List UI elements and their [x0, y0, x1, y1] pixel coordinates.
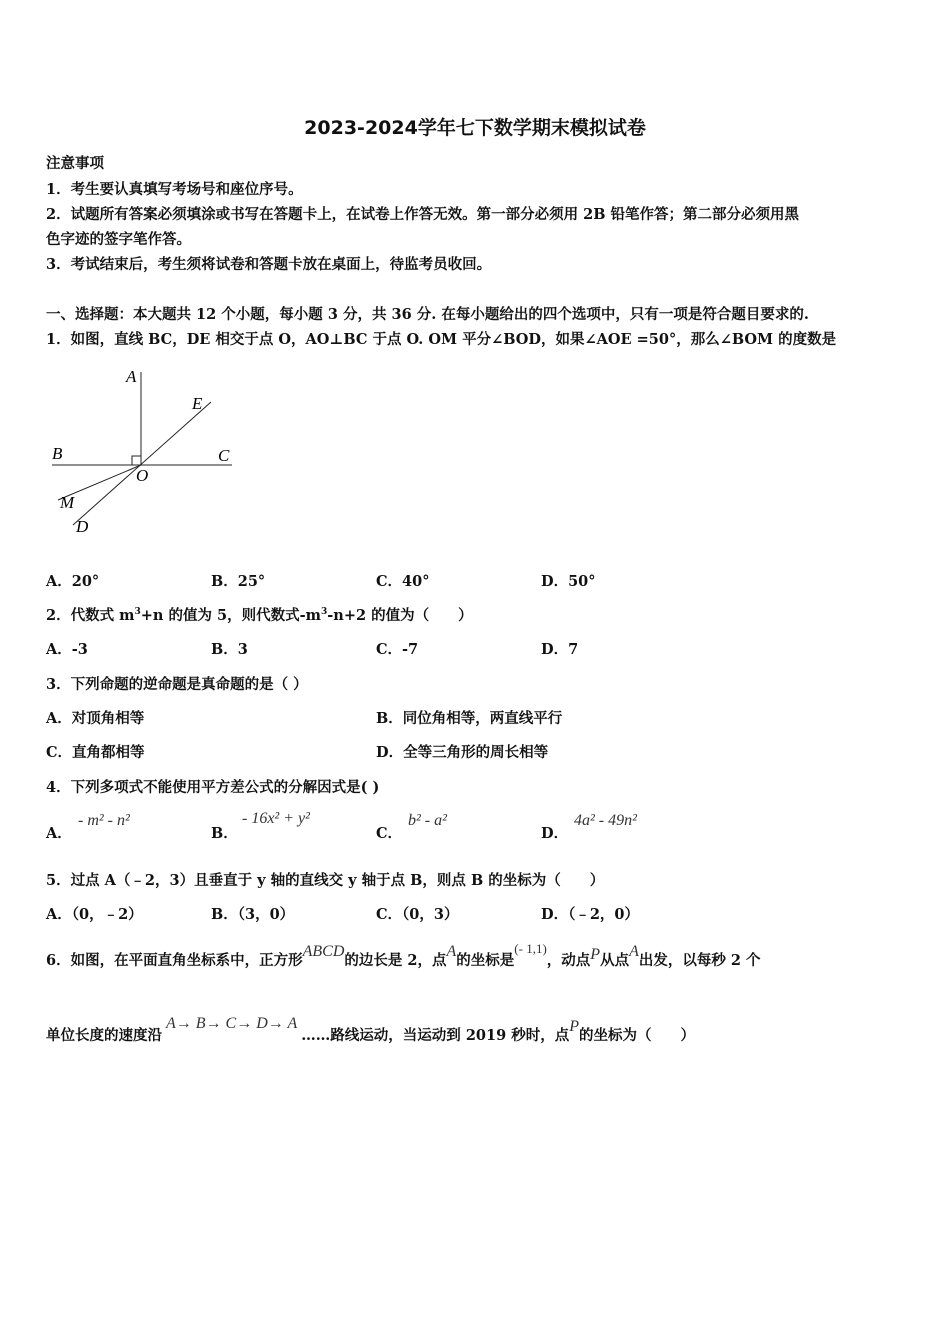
q4-option-d-letter[interactable]: D．: [541, 825, 569, 842]
q4-option-a-expr: - m² - n²: [78, 812, 130, 829]
q4-option-b-expr: - 16x² + y²: [242, 810, 310, 827]
q2-option-a[interactable]: A．-3: [46, 641, 88, 658]
q5-option-b[interactable]: B．（3，0）: [211, 906, 295, 923]
q2-option-c[interactable]: C．-7: [376, 641, 419, 658]
line-de: [73, 402, 211, 525]
label-d: D: [76, 517, 89, 536]
q2-option-b[interactable]: B．3: [211, 641, 248, 658]
q4-option-b-letter[interactable]: B．: [211, 825, 238, 842]
q1-option-b[interactable]: B．25°: [211, 573, 266, 590]
q4-option-c-expr: b² - a²: [408, 812, 447, 829]
q2-option-d[interactable]: D．7: [541, 641, 579, 658]
label-m: M: [60, 493, 75, 512]
q1-option-a[interactable]: A．20°: [46, 573, 100, 590]
q3-option-a[interactable]: A．对顶角相等: [46, 710, 145, 727]
label-e: E: [192, 394, 203, 413]
notice-item-2: 2．试题所有答案必须填涂或书写在答题卡上，在试卷上作答无效。第一部分必须用 2B 铅笔作答；第二部分必须用黑: [46, 206, 800, 223]
q4-option-c-letter[interactable]: C．: [376, 825, 403, 842]
page-title: 2023-2024学年七下数学期末模拟试卷: [304, 117, 646, 139]
q6-line-2: 单位长度的速度沿A→ B→ C→ D→ A……路线运动，当运动到 2019 秒时，点P的坐标为（ ）: [46, 1015, 695, 1044]
label-a: A: [126, 367, 137, 386]
notice-heading: 注意事项: [46, 155, 104, 172]
q3-stem: 3．下列命题的逆命题是真命题的是（ ）: [46, 676, 308, 693]
q3-option-c[interactable]: C．直角都相等: [46, 744, 145, 761]
q1-stem: 1．如图，直线 BC，DE 相交于点 O，AO⊥BC 于点 O. OM 平分∠BOD，如果∠AOE =50°，那么∠BOM 的度数是: [46, 331, 837, 348]
label-c: C: [218, 446, 230, 465]
q4-option-a-letter[interactable]: A．: [46, 825, 72, 842]
q3-option-d[interactable]: D．全等三角形的周长相等: [376, 744, 549, 761]
q5-option-c[interactable]: C．（0，3）: [376, 906, 459, 923]
q1-figure: [40, 360, 250, 540]
notice-item-3: 3．考试结束后，考生须将试卷和答题卡放在桌面上，待监考员收回。: [46, 256, 492, 273]
section-heading: 一、选择题：本大题共 12 个小题，每小题 3 分，共 36 分. 在每小题给出的四个选项中，只有一项是符合题目要求的.: [46, 306, 809, 323]
notice-item-2-cont: 色字迹的签字笔作答。: [46, 231, 191, 248]
q5-option-d[interactable]: D．（﹣2，0）: [541, 906, 640, 923]
label-o: O: [136, 466, 149, 485]
notice-item-1: 1．考生要认真填写考场号和座位序号。: [46, 181, 303, 198]
q1-option-c[interactable]: C．40°: [376, 573, 430, 590]
q2-stem: 2．代数式 $m^3+n$ 的值为 5，则代数式$-m^3-n+2$ 的值为（ ）: [46, 607, 473, 624]
right-angle-mark: [132, 456, 141, 465]
q6-line-1: 6．如图，在平面直角坐标系中，正方形ABCD的边长是 2，点A的坐标是(- 1,1)，动点P从点A出发，以每秒 2 个: [46, 941, 761, 969]
q5-option-a[interactable]: A．（0，﹣2）: [46, 906, 143, 923]
label-b: B: [52, 444, 63, 463]
q3-option-b[interactable]: B．同位角相等，两直线平行: [376, 710, 563, 727]
q1-option-d[interactable]: D．50°: [541, 573, 596, 590]
q4-stem: 4．下列多项式不能使用平方差公式的分解因式是( ): [46, 779, 380, 796]
q5-stem: 5．过点 A（﹣2，3）且垂直于 y 轴的直线交 y 轴于点 B，则点 B 的坐标为（ ）: [46, 872, 605, 889]
q4-option-d-expr: 4a² - 49n²: [574, 812, 637, 829]
